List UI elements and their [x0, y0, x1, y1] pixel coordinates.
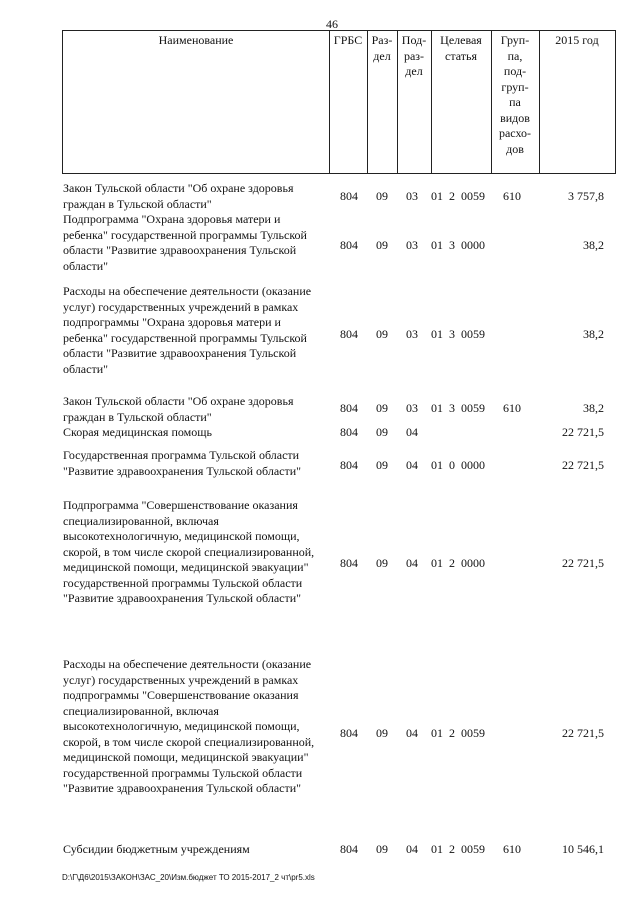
row-name: Закон Тульской области "Об охране здоровья граждан в Тульской области" [63, 181, 294, 211]
header-gruppa-vidov: Груп- па, под- груп- па видов расхо- дов [498, 33, 532, 156]
row-grbs: 804 [340, 458, 358, 472]
row-name: Скорая медицинская помощь [63, 425, 212, 439]
row-amount-2015: 38,2 [583, 238, 604, 252]
row-grbs: 804 [340, 238, 358, 252]
row-grbs: 804 [340, 556, 358, 570]
row-amount-2015: 10 546,1 [562, 842, 604, 856]
row-amount-2015: 22 721,5 [562, 556, 604, 570]
row-tselevaya-statya: 01 2 0000 [431, 556, 485, 570]
row-razdel: 09 [376, 556, 388, 570]
row-razdel: 09 [376, 425, 388, 439]
row-razdel: 09 [376, 327, 388, 341]
row-name: Подпрограмма "Совершенствование оказания специализированной, включая высокотехнологичную, медицинской помощи, скорой, в том числе скорой специализированной, медицинской помощи, медицинской эвакуации" государственной программы Тульской области "Развитие здравоохранения Тульской области" [63, 498, 315, 605]
row-name: Государственная программа Тульской области "Развитие здравоохранения Тульской области" [63, 448, 302, 478]
footer-file-path: D:\Г\Д6\2015\ЗАКОН\ЗАС_20\Изм.бюджет ТО 2015-2017_2 чт\pr5.xls [62, 873, 315, 882]
row-podrazdel: 03 [406, 238, 418, 252]
row-tselevaya-statya: 01 3 0059 [431, 401, 485, 415]
row-tselevaya-statya: 01 0 0000 [431, 458, 485, 472]
row-name: Подпрограмма "Охрана здоровья матери и ребенка" государственной программы Тульской области "Развитие здравоохранения Тульской области" [63, 212, 307, 273]
row-amount-2015: 38,2 [583, 401, 604, 415]
header-podrazdel: Под- раз- дел [401, 33, 427, 78]
header-name: Наименование [158, 33, 234, 47]
row-podrazdel: 04 [406, 458, 418, 472]
row-tselevaya-statya: 01 2 0059 [431, 842, 485, 856]
row-tselevaya-statya: 01 2 0059 [431, 189, 485, 203]
row-vid-raskhodov: 610 [503, 401, 521, 415]
row-amount-2015: 22 721,5 [562, 458, 604, 472]
row-amount-2015: 3 757,8 [568, 189, 604, 203]
row-razdel: 09 [376, 726, 388, 740]
header-grbs: ГРБС [333, 33, 363, 47]
row-vid-raskhodov: 610 [503, 842, 521, 856]
row-podrazdel: 03 [406, 189, 418, 203]
row-name: Расходы на обеспечение деятельности (оказание услуг) государственных учреждений в рамках подпрограммы "Совершенствование оказания специализированной, включая высокотехнологичную, медицинской помощи, скорой, в том числе скорой специализированной, медицинской помощи, медицинской эвакуации" государственной программы Тульской области "Развитие здравоохранения Тульской области" [63, 657, 315, 795]
table-header [62, 30, 616, 174]
row-podrazdel: 04 [406, 726, 418, 740]
row-razdel: 09 [376, 401, 388, 415]
row-grbs: 804 [340, 425, 358, 439]
row-name: Закон Тульской области "Об охране здоровья граждан в Тульской области" [63, 394, 294, 424]
row-grbs: 804 [340, 842, 358, 856]
row-razdel: 09 [376, 238, 388, 252]
row-tselevaya-statya: 01 3 0059 [431, 327, 485, 341]
row-razdel: 09 [376, 458, 388, 472]
row-amount-2015: 38,2 [583, 327, 604, 341]
header-razdel: Раз- дел [371, 33, 393, 63]
row-grbs: 804 [340, 401, 358, 415]
row-tselevaya-statya: 01 2 0059 [431, 726, 485, 740]
row-podrazdel: 03 [406, 327, 418, 341]
row-tselevaya-statya: 01 3 0000 [431, 238, 485, 252]
header-year: 2015 год [555, 33, 599, 47]
row-grbs: 804 [340, 327, 358, 341]
row-name: Расходы на обеспечение деятельности (оказание услуг) государственных учреждений в рамках подпрограммы "Охрана здоровья матери и ребенка" государственной программы Тульской области "Развитие здравоохранения Тульской области" [63, 284, 312, 376]
row-razdel: 09 [376, 842, 388, 856]
row-grbs: 804 [340, 726, 358, 740]
header-tselevaya-statya: Целевая статья [440, 33, 482, 63]
row-amount-2015: 22 721,5 [562, 726, 604, 740]
row-podrazdel: 04 [406, 425, 418, 439]
row-grbs: 804 [340, 189, 358, 203]
row-name: Субсидии бюджетным учреждениям [63, 842, 250, 856]
row-podrazdel: 04 [406, 842, 418, 856]
row-podrazdel: 03 [406, 401, 418, 415]
row-podrazdel: 04 [406, 556, 418, 570]
page-number: 46 [326, 17, 338, 31]
row-amount-2015: 22 721,5 [562, 425, 604, 439]
row-razdel: 09 [376, 189, 388, 203]
row-vid-raskhodov: 610 [503, 189, 521, 203]
